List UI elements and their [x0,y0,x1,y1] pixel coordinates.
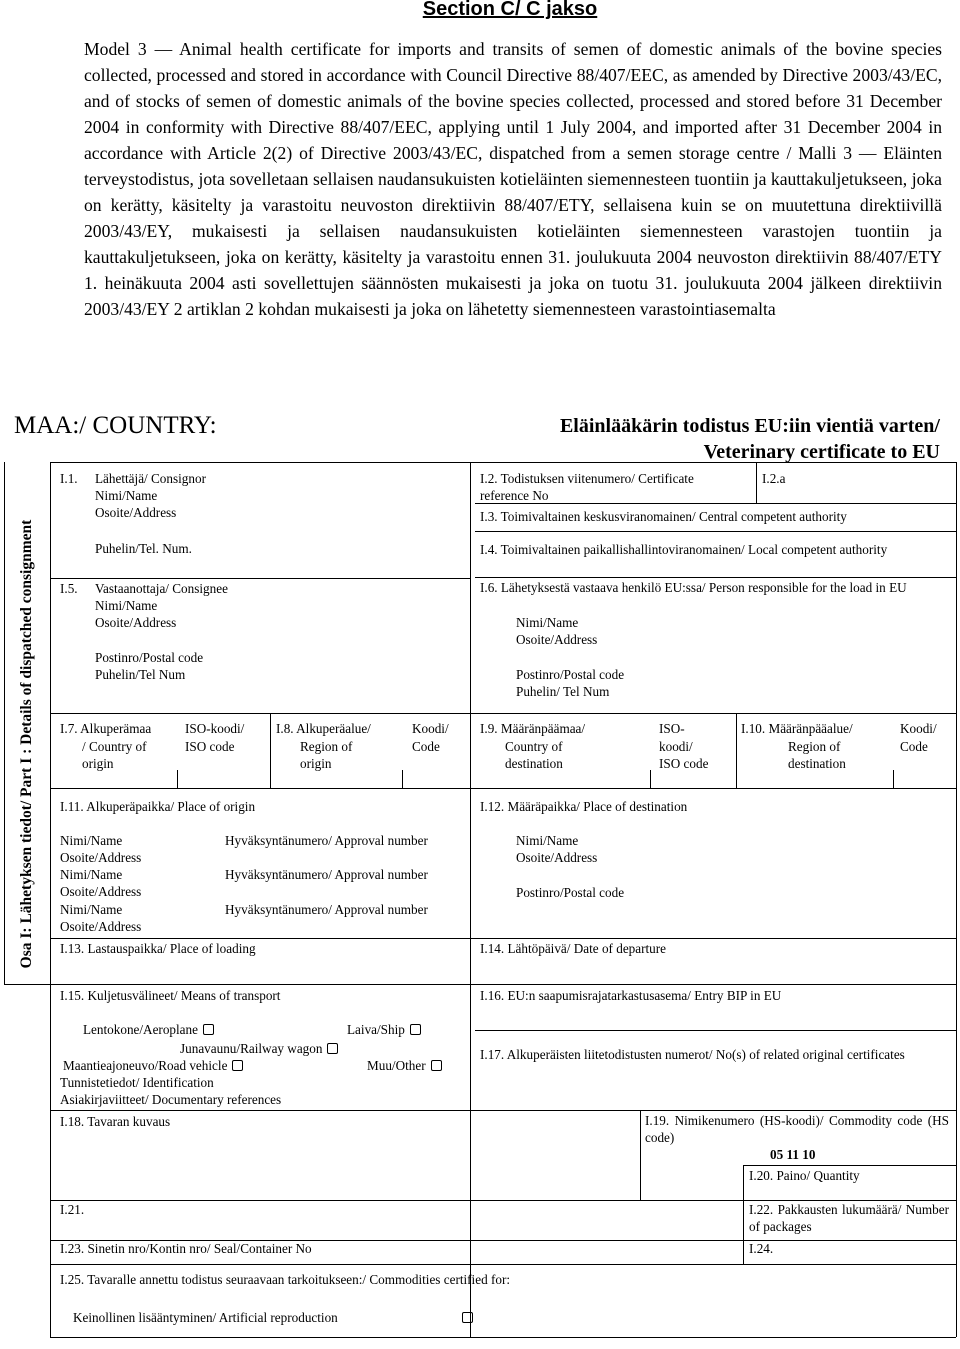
i10-code-label-2: Code [900,739,928,754]
i10-label-2: Region of [788,739,841,754]
i5-postal: Postinro/Postal code [95,650,204,665]
i1-address: Osoite/Address [95,505,177,520]
i12-address: Osoite/Address [516,850,598,865]
i7-iso-label-2: ISO code [185,739,235,754]
other-checkbox[interactable] [431,1060,442,1071]
i13-label: I.13. Lastauspaikka/ Place of loading [60,941,256,956]
transport-road[interactable] [63,1057,243,1074]
identification-label: Tunnistetiedot/ Identification [60,1075,214,1090]
i1-name: Nimi/Name [95,488,158,503]
artificial-reproduction-label: Keinollinen lisääntyminen/ Artificial reproduction [73,1310,338,1325]
i1-consignor-label: Lähettäjä/ Consignor [95,471,206,486]
other-label: Muu/Other [367,1058,426,1073]
i10-code-label-1: Koodi/ [900,721,937,736]
i8-code-label-1: Koodi/ [412,721,449,736]
side-divider [50,462,51,984]
i2a-label: I.2.a [762,471,786,486]
artificial-reproduction-checkbox[interactable] [462,1312,473,1323]
i22-label: I.22. Pakkausten lukumäärä/ Number of packages [749,1202,949,1235]
transport-ship[interactable] [347,1021,421,1038]
ship-checkbox[interactable] [410,1024,421,1035]
i7-label-2: / Country of [82,739,147,754]
column-divider [470,462,471,1337]
line-i25-top [50,1264,956,1265]
line-i13-top [50,938,956,939]
line-i15-top [50,984,956,985]
i10-label-3: destination [788,756,846,771]
frame-bottom [50,1337,956,1338]
i14-label: I.14. Lähtöpäivä/ Date of departure [480,941,667,956]
i8-label-2: Region of [300,739,353,754]
i8-label-1: I.8. Alkuperäalue/ [276,721,371,736]
i15-label: I.15. Kuljetusvälineet/ Means of transport [60,988,281,1003]
i6-postal: Postinro/Postal code [516,667,625,682]
ship-label: Laiva/Ship [347,1022,405,1037]
road-checkbox[interactable] [232,1060,243,1071]
side-bottom [4,984,50,985]
i7-label-1: I.7. Alkuperämaa [60,721,152,736]
transport-other[interactable] [367,1057,442,1074]
i11-address-3: Osoite/Address [60,919,142,934]
vet-cert-line1: Eläinlääkärin todistus EU:iin vientiä varten/ [559,415,940,437]
i10-label-1: I.10. Määränpääalue/ [741,721,853,736]
i16-label: I.16. EU:n saapumisrajatarkastusasema/ Entry BIP in EU [480,988,782,1003]
i11-approval-3: Hyväksyntänumero/ Approval number [225,902,428,917]
i7-iso-label-1: ISO-koodi/ [185,721,245,736]
i9-label-1: I.9. Määränpäämaa/ [480,721,586,736]
tick-i8 [402,770,403,788]
transport-aeroplane[interactable] [83,1021,214,1038]
frame-left-lower [50,984,51,1337]
model-description: Model 3 — Animal health certificate for imports and transits of semen of domestic animals of the bovine species collected, processed and stored in accordance with Council Directive 88/407/EEC, as amended by Directive 2003/43/EC, and of stocks of semen of domestic animals of the bovine species collected, processed and stored before 31 December 2004 in conformity with Directive 88/407/EEC, applying until 1 July 2004, and imported after 31 December 2004 in accordance with Article 2(2) of Directive 2003/43/EC, dispatched from a semen storage centre / Malli 3 — Eläinten terveystodistus, jota sovelletaan sellaisen naudansukuisten kotieläinten siemennesteen tuontiin ja kauttakuljetukseen, joka on kerätty, käsitelty ja varastoitu neuvoston direktiivin 88/407/ETY, sellaisena kuin se on muutettuna direktiivillä 2003/43/EY, mukaisesti ja sellaisen naudansukuisten kotieläinten siemennesteen varastojen tuontiin ja kauttakuljetukseen, joka on kerätty, käsitelty ja varastoitu ennen 31. joulukuuta 2004 neuvoston direktiivin 88/407/ETY 1. heinäkuuta 2004 asti sovellettujen säännösten mukaisesti ja joka on tuotu 31. joulukuuta 2004 jälkeen direktiivin 2003/43/EY 2 artiklan 2 kohdan mukaisesti ja joka on lähetetty siemennesteen varastointiasemalta [84,39,942,319]
tick-i10 [893,770,894,788]
i11-name-1: Nimi/Name [60,833,123,848]
i6-name: Nimi/Name [516,615,579,630]
country-label: MAA:/ COUNTRY: [14,412,217,439]
i5-consignee-label: Vastaanottaja/ Consignee [95,581,228,596]
aeroplane-label: Lentokone/Aeroplane [83,1022,198,1037]
line-i19-left [640,1110,641,1200]
line-i7-i8 [270,713,271,788]
i11-address-1: Osoite/Address [60,850,142,865]
i21-label: I.21. [60,1202,85,1217]
i7-label-3: origin [82,756,114,771]
line-i24-left [743,1240,744,1264]
i6-label: I.6. Lähetyksestä vastaava henkilö EU:ssa/ Person responsible for the load in EU [480,580,907,595]
part-one-side-label [4,504,50,984]
line-i9-i10 [736,713,737,788]
i9-iso-label-2: koodi/ [659,739,693,754]
line-i3 [475,531,956,532]
road-label: Maantieajoneuvo/Road vehicle [63,1058,228,1073]
i11-approval-2: Hyväksyntänumero/ Approval number [225,867,428,882]
i4-label: I.4. Toimivaltainen paikallishallintoviranomainen/ Local competent authority [480,542,888,557]
frame-right [956,462,957,1337]
i12-label: I.12. Määräpaikka/ Place of destination [480,799,688,814]
railway-checkbox[interactable] [327,1043,338,1054]
vet-cert-line2: Veterinary certificate to EU [703,441,940,463]
i8-label-3: origin [300,756,332,771]
side-label-text: Osa I: Lähetyksen tiedot/ Part I : Details of dispatched consignment [18,519,35,969]
i6-phone: Puhelin/ Tel Num [516,684,610,699]
i2-label-1: I.2. Todistuksen viitenumero/ Certificate [480,471,694,486]
i18-label: I.18. Tavaran kuvaus [60,1114,171,1129]
line-i18-top [50,1110,956,1111]
i5-name: Nimi/Name [95,598,158,613]
section-title: Section C/ C jakso [422,0,598,20]
i11-approval-1: Hyväksyntänumero/ Approval number [225,833,428,848]
hs-code-value: 05 11 10 [770,1147,816,1162]
line-i2a [756,462,757,503]
railway-label: Junavaunu/Railway wagon [180,1041,323,1056]
documentary-references-label: Asiakirjaviitteet/ Documentary references [60,1092,282,1107]
i2-label-2: reference No [480,488,549,503]
i8-code-label-2: Code [412,739,440,754]
i11-name-2: Nimi/Name [60,867,123,882]
frame-top [50,462,956,463]
i25-label: I.25. Tavaralle annettu todistus seuraavaan tarkoitukseen:/ Commodities certified for: [60,1272,511,1287]
line-i20-top [743,1165,956,1166]
i3-label: I.3. Toimivaltainen keskusviranomainen/ Central competent authority [480,509,847,524]
frame-left [4,462,5,984]
transport-railway[interactable] [180,1040,338,1057]
i23-label: I.23. Sinetin nro/Kontin nro/ Seal/Container No [60,1241,312,1256]
line-i1 [50,578,470,579]
i5-phone: Puhelin/Tel Num [95,667,186,682]
i6-address: Osoite/Address [516,632,598,647]
tick-i9 [650,770,651,788]
i12-postal: Postinro/Postal code [516,885,625,900]
i11-address-2: Osoite/Address [60,884,142,899]
i11-name-3: Nimi/Name [60,902,123,917]
i5-number: I.5. [60,581,78,596]
line-i7-top [50,713,956,714]
i5-address: Osoite/Address [95,615,177,630]
tick-i7 [177,770,178,788]
i19-label: I.19. Nimikenumero (HS-koodi)/ Commodity code (HS code) [645,1113,949,1146]
line-i4 [475,577,956,578]
i1-number: I.1. [60,471,78,486]
artificial-reproduction-option[interactable] [73,1309,338,1326]
veterinary-certificate-heading [480,413,940,465]
line-i16 [475,1030,956,1031]
i9-iso-label-1: ISO- [659,721,685,736]
i17-label: I.17. Alkuperäisten liitetodistusten numerot/ No(s) of related original certificates [480,1047,905,1062]
i11-label: I.11. Alkuperäpaikka/ Place of origin [60,799,256,814]
i9-iso-label-3: ISO code [659,756,709,771]
i1-phone: Puhelin/Tel. Num. [95,541,192,556]
i12-name: Nimi/Name [516,833,579,848]
i20-label: I.20. Paino/ Quantity [749,1168,860,1183]
line-i20-left [743,1165,744,1240]
i24-label: I.24. [749,1241,774,1256]
line-i11-top [50,788,956,789]
aeroplane-checkbox[interactable] [203,1024,214,1035]
i9-label-3: destination [505,756,563,771]
i9-label-2: Country of [505,739,563,754]
